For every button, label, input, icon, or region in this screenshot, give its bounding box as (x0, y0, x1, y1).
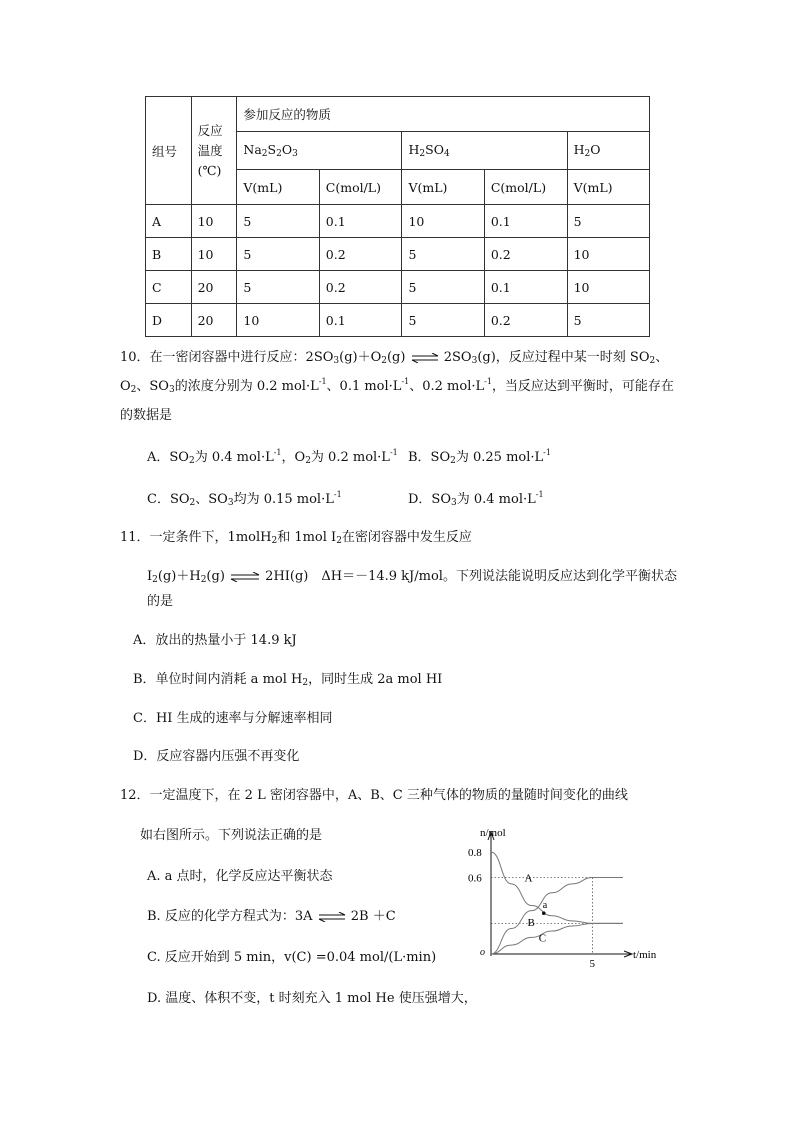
table-cell: 10 (237, 304, 319, 337)
na2s2o3-header: $Na_2S_2O_3$ (237, 132, 402, 170)
table-cell: 0.2 (319, 238, 402, 271)
table-cell: 10 (567, 238, 649, 271)
sub-header: V(mL) (237, 170, 319, 205)
temp-header: 反应 温度 (℃) (191, 97, 237, 205)
table-cell: 0.2 (484, 304, 567, 337)
table-cell: 5 (567, 205, 649, 238)
equilibrium-arrow-icon (317, 912, 347, 922)
q11-option-d: D．反应容器内压强不再变化 (133, 749, 300, 764)
table-cell: 5 (237, 271, 319, 304)
experiment-table (145, 96, 650, 337)
x-tick-label: 5 (589, 958, 596, 970)
q11-option-c: C．HI 生成的速率与分解速率相同 (133, 711, 333, 726)
q10-option-c: C．$SO_2$、$SO_3$均为 0.15 $mol\cdot L^{-1}$ (147, 490, 342, 508)
table-row (146, 271, 650, 304)
q10-line3: 的数据是 (120, 408, 173, 423)
table-cell: C (146, 271, 192, 304)
sub-header: C(mol/L) (484, 170, 567, 205)
q11-line1: 11．一定条件下，1molH$_2$和 1mol $I_2$在密闭容器中发生反应 (120, 530, 472, 546)
table-cell: D (146, 304, 192, 337)
q10-option-a: A．$SO_2$为 0.4 $mol\cdot L^{-1}$，$O_2$为 0.2 $mol\cdot L^{-1}$ (147, 448, 398, 466)
table-cell: 0.2 (484, 238, 567, 271)
table-cell: 5 (237, 205, 319, 238)
sub-header: C(mol/L) (319, 170, 402, 205)
table-cell: 5 (402, 238, 484, 271)
series-a-line (491, 852, 623, 923)
q12-option-c: C. 反应开始到 5 min，v(C) =0.04 mol/(L·min) (147, 950, 437, 965)
q12-line1: 12．一定温度下，在 2 L 密闭容器中，A、B、C 三种气体的物质的量随时间变化的曲线 (120, 788, 628, 803)
point-a (542, 911, 546, 915)
series-label-a: A (524, 872, 533, 885)
table-cell: 20 (191, 304, 237, 337)
table-cell: 5 (237, 238, 319, 271)
x-axis-label: t/min (633, 949, 657, 961)
series-c-line (491, 923, 623, 954)
table-cell: 0.1 (319, 205, 402, 238)
origin-label: o (480, 947, 485, 958)
q11-equation: $I_2(g)+H_2(g)$ 2HI(g) ΔH＝－14.9 kJ/mol。下列说法能说明反应达到化学平衡状态 (147, 569, 677, 585)
table-cell: 5 (402, 271, 484, 304)
q10-option-b: B．$SO_2$为 0.25 $mol\cdot L^{-1}$ (408, 448, 551, 466)
h2so4-header: $H_2SO_4$ (402, 132, 567, 170)
table-cell: 10 (567, 271, 649, 304)
sub-header: V(mL) (567, 170, 649, 205)
series-label-b: B (527, 916, 535, 929)
table-row (146, 238, 650, 271)
q10-option-d: D．$SO_3$为 0.4 $mol\cdot L^{-1}$ (408, 490, 544, 508)
y-axis-label: n/mol (480, 827, 506, 839)
series-b-line (491, 878, 623, 955)
table-cell: 0.1 (484, 205, 567, 238)
sub-header: V(mL) (402, 170, 484, 205)
table-cell: 0.1 (484, 271, 567, 304)
y-tick-label: 0.8 (468, 847, 482, 859)
group-header: 组号 (146, 97, 192, 205)
series-label-c: C (538, 932, 547, 945)
equilibrium-arrow-icon (410, 353, 440, 363)
substances-header: 参加反应的物质 (237, 97, 650, 132)
point-a-label: a (542, 900, 548, 912)
q10-line1: 10．在一密闭容器中进行反应：$2SO_3(g)+O_2(g)$ $2SO_3(g)$，反应过程中某一时刻 $SO_2$、 (120, 350, 669, 366)
table-cell: A (146, 205, 192, 238)
q11-line3: 的是 (147, 594, 174, 609)
h2o-header: $H_2O$ (567, 132, 649, 170)
equilibrium-arrow-icon (229, 572, 261, 582)
q12-line2: 如右图所示。下列说法正确的是 (140, 828, 323, 843)
table-cell: 10 (191, 205, 237, 238)
q12-option-a: A. a 点时，化学反应达平衡状态 (147, 869, 333, 884)
amount-vs-time-chart (466, 822, 666, 972)
q11-option-b: B．单位时间内消耗 a mol $H_2$，同时生成 2a mol HI (133, 672, 443, 688)
q12-option-d: D. 温度、体积不变，t 时刻充入 1 mol He 使压强增大， (147, 991, 477, 1006)
table-row (146, 205, 650, 238)
table-cell: 0.2 (319, 271, 402, 304)
table-cell: 0.1 (319, 304, 402, 337)
q12-option-b: B. 反应的化学方程式为：3A 2B ＋C (147, 909, 396, 924)
table-cell: 20 (191, 271, 237, 304)
table-cell: 10 (402, 205, 484, 238)
table-cell: B (146, 238, 192, 271)
table-row (146, 304, 650, 337)
table-cell: 10 (191, 238, 237, 271)
q10-line2: $O_2$、$SO_3$的浓度分别为 0.2 $mol\cdot L^{-1}$、0.1 $mol\cdot L^{-1}$、0.2 $mol\cdot L^{-1}$，当反应达到平衡时，可能存在 (120, 377, 674, 395)
q11-option-a: A．放出的热量小于 14.9 kJ (133, 633, 297, 648)
table-cell: 5 (567, 304, 649, 337)
table-cell: 5 (402, 304, 484, 337)
y-tick-label: 0.6 (468, 872, 482, 885)
